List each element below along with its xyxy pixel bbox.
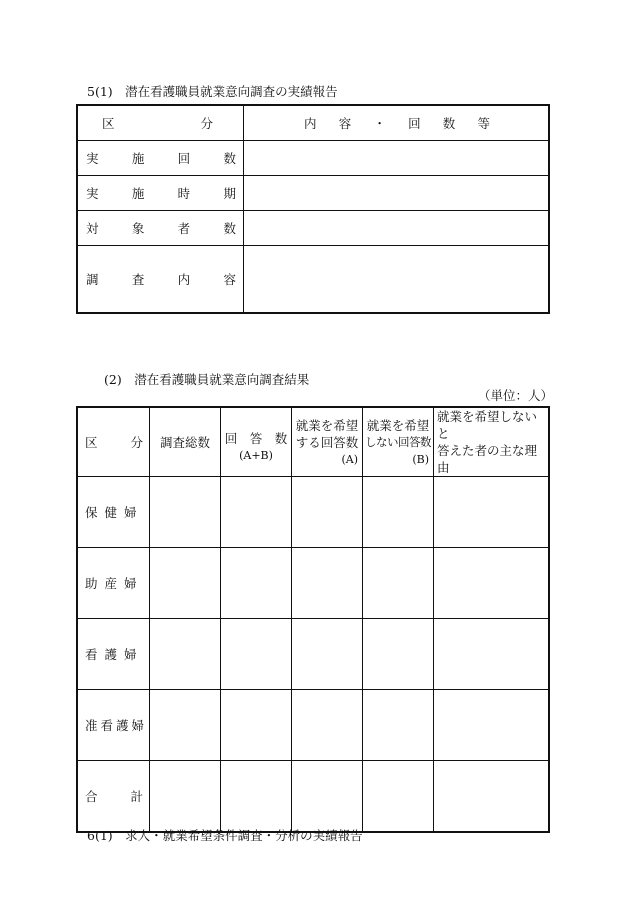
- label-char: 数: [223, 150, 236, 166]
- row-label-total: [77, 761, 150, 832]
- label-char: 数: [223, 220, 236, 236]
- survey-total-label: 調査総数: [159, 434, 210, 450]
- want-work-label-1: 就業を希望: [295, 417, 359, 433]
- table-row: [77, 245, 549, 313]
- label-char: 調: [86, 271, 99, 287]
- cell-survey-total[interactable]: [150, 477, 221, 548]
- label-char: 対: [86, 220, 99, 236]
- not-want-work-label-b: (B): [412, 452, 429, 466]
- want-work-label-a: (A): [341, 452, 358, 466]
- unit-label: （単位：人）: [478, 388, 554, 403]
- section2-title: (2) 潜在看護職員就業意向調査結果: [104, 372, 310, 387]
- cell-reason[interactable]: [434, 619, 550, 690]
- cell-answers[interactable]: [221, 761, 292, 832]
- section3-title: 6(1) 求人・就業希望条件調査・分析の実績報告: [87, 828, 363, 843]
- content-header-char: 内: [304, 115, 317, 131]
- cell-survey-total[interactable]: [150, 761, 221, 832]
- label-char: 内: [177, 271, 191, 287]
- cell-survey-total[interactable]: [150, 548, 221, 619]
- label-char: 回: [177, 150, 191, 166]
- row-label-implementation-period: [77, 175, 244, 210]
- row-label-survey-content: [77, 245, 244, 313]
- cell-want-work[interactable]: [292, 548, 363, 619]
- survey-total-header: [150, 407, 221, 477]
- row-label-public-health-nurse: [77, 477, 150, 548]
- table1-header-row: [77, 105, 549, 140]
- cell-survey-total[interactable]: [150, 690, 221, 761]
- label-char: 時: [177, 185, 191, 201]
- cell-reason[interactable]: [434, 690, 550, 761]
- cell-reason[interactable]: [434, 477, 550, 548]
- cell-want-work[interactable]: [292, 761, 363, 832]
- row-label: 助産婦: [85, 576, 144, 591]
- reason-label-1: 就業を希望しないと: [437, 409, 538, 441]
- cell-not-want-work[interactable]: [363, 619, 434, 690]
- table-row: [77, 690, 549, 761]
- row-label-implementation-count: [77, 140, 244, 175]
- content-header-char: 回: [408, 115, 421, 131]
- content-header: [244, 105, 550, 140]
- cell-reason[interactable]: [434, 548, 550, 619]
- table-row: [77, 761, 549, 832]
- kubun-right: 分: [130, 435, 143, 450]
- answers-header: [221, 407, 292, 477]
- label-char: 実: [86, 150, 99, 166]
- content-header-char: 容: [338, 115, 352, 131]
- cell-not-want-work[interactable]: [363, 548, 434, 619]
- implementation-count-value[interactable]: [244, 140, 550, 175]
- label-char: 実: [86, 185, 99, 201]
- kubun-header: [77, 105, 244, 140]
- want-work-label-2: する回答数: [295, 434, 359, 450]
- table-row: [77, 619, 549, 690]
- label-char: 施: [131, 185, 145, 201]
- not-want-work-header: [363, 407, 434, 477]
- total-label-right: 計: [130, 788, 143, 804]
- cell-not-want-work[interactable]: [363, 690, 434, 761]
- row-label-target-count: [77, 210, 244, 245]
- section1-title: 5(1) 潜在看護職員就業意向調査の実績報告: [87, 84, 338, 99]
- row-label-midwife: [77, 548, 150, 619]
- survey-report-table: [76, 104, 550, 314]
- content-header-char: 等: [477, 115, 490, 131]
- label-char: 容: [223, 271, 236, 287]
- cell-answers[interactable]: [221, 690, 292, 761]
- cell-answers[interactable]: [221, 548, 292, 619]
- not-want-work-label-1: 就業を希望: [366, 417, 430, 433]
- table-row: [77, 210, 549, 245]
- answers-formula: (A+B): [239, 449, 273, 462]
- table2-header-row: [77, 407, 549, 477]
- want-work-header: [292, 407, 363, 477]
- cell-survey-total[interactable]: [150, 619, 221, 690]
- cell-want-work[interactable]: [292, 619, 363, 690]
- row-label-nurse: [77, 619, 150, 690]
- kubun-left: 区: [102, 115, 115, 131]
- row-label: 准看護婦: [85, 718, 148, 733]
- label-char: 者: [177, 220, 191, 236]
- table-row: [77, 548, 549, 619]
- answers-label: 回 答 数: [224, 431, 288, 446]
- row-label: 保健婦: [85, 505, 144, 520]
- cell-answers[interactable]: [221, 619, 292, 690]
- table-row: [77, 477, 549, 548]
- label-char: 査: [131, 271, 145, 287]
- implementation-period-value[interactable]: [244, 175, 550, 210]
- survey-content-value[interactable]: [244, 245, 550, 313]
- cell-not-want-work[interactable]: [363, 477, 434, 548]
- table-row: [77, 175, 549, 210]
- cell-not-want-work[interactable]: [363, 761, 434, 832]
- table-row: [77, 140, 549, 175]
- cell-want-work[interactable]: [292, 477, 363, 548]
- survey-results-table: [76, 406, 550, 833]
- kubun-left: 区: [85, 435, 98, 450]
- row-label-assistant-nurse: [77, 690, 150, 761]
- row-label: 看護婦: [85, 647, 144, 662]
- cell-reason[interactable]: [434, 761, 550, 832]
- kubun-header: [77, 407, 150, 477]
- cell-want-work[interactable]: [292, 690, 363, 761]
- total-label-left: 合: [85, 788, 98, 804]
- not-want-work-label-2: しない回答数: [365, 434, 431, 449]
- target-count-value[interactable]: [244, 210, 550, 245]
- content-header-char: ・: [373, 115, 386, 131]
- label-char: 象: [131, 220, 145, 236]
- kubun-right: 分: [200, 115, 213, 131]
- label-char: 施: [131, 150, 145, 166]
- label-char: 期: [223, 185, 236, 201]
- content-header-char: 数: [442, 115, 456, 131]
- reason-header: [434, 407, 550, 477]
- cell-answers[interactable]: [221, 477, 292, 548]
- reason-label-2: 答えた者の主な理由: [437, 443, 538, 475]
